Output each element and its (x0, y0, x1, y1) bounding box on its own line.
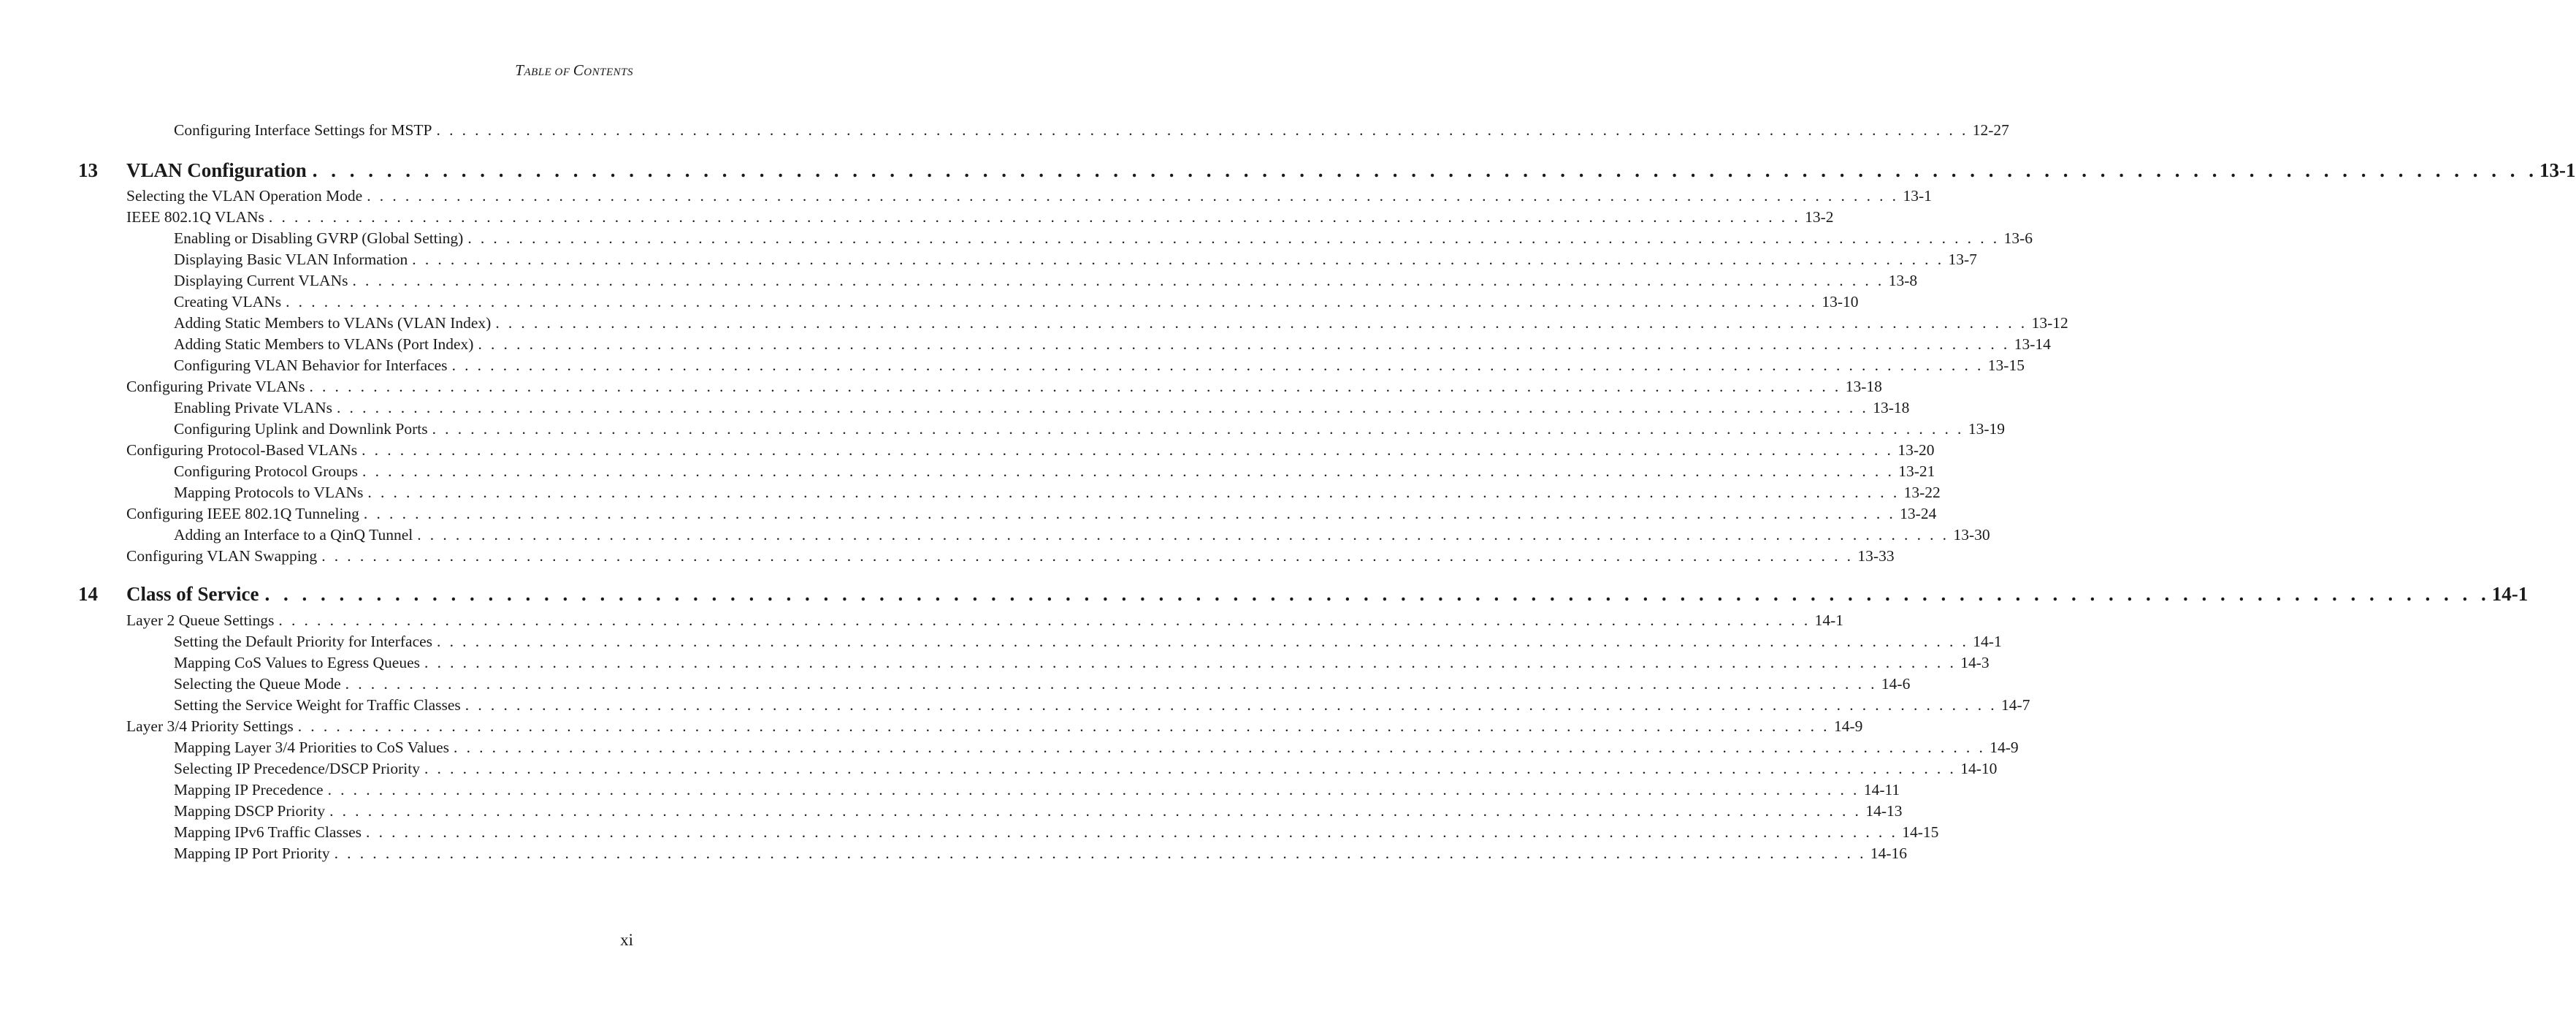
toc-section-entry[interactable] (126, 717, 1863, 738)
entry-title: Displaying Current VLANs (174, 272, 348, 289)
entry-page-number: 14-9 (1990, 739, 2019, 756)
dot-leader: . . . . . . . . . . . . . . . . . . . . . . . . . . . . . . . . . . . . . . . . . . . . . . . . . . . . . . . . . . . . . . . . . . . . . . . . . . . . . . . . . . . . . . . . . . . . . . . . . . . . . . . . . . . . . . . . . . . . . . . . (436, 121, 1968, 139)
toc-subsection-entry[interactable] (174, 696, 2030, 717)
entry-page-number: 13-30 (1953, 526, 1990, 544)
entry-page-number: 14-1 (1973, 633, 2002, 650)
entry-title: Enabling or Disabling GVRP (Global Setting) (174, 229, 464, 247)
dot-leader: . . . . . . . . . . . . . . . . . . . . . . . . . . . . . . . . . . . . . . . . . . . . . . . . . . . . . . . . . . . . . . . . . . . . . . . . . . . . . . . . . . . . . . . . . . . . . . . . . . . . . . . . . . . . . . . . . . . . . . . . (495, 314, 2027, 332)
entry-page-number: 14-1 (2491, 583, 2529, 605)
toc-subsection-entry[interactable] (174, 484, 1941, 504)
running-head-able-of: ABLE OF (524, 66, 573, 78)
entry-title: Mapping Layer 3/4 Priorities to CoS Values (174, 739, 450, 756)
entry-title: Creating VLANs (174, 293, 282, 310)
toc-subsection-entry[interactable] (174, 420, 2005, 441)
toc-section-entry[interactable] (126, 378, 1882, 398)
entry-title: VLAN Configuration (126, 159, 307, 181)
running-head-ontents: ONTENTS (584, 66, 633, 78)
chapter-entry[interactable] (78, 159, 2576, 186)
toc-section-entry[interactable] (126, 441, 1935, 462)
dot-leader: . . . . . . . . . . . . . . . . . . . . . . . . . . . . . . . . . . . . . . . . . . . . . . . . . . . . . . . . . . . . . . . . . . . . . . . . . . . . . . . . . . . . . . . . . . . . . . . . . . . . . . . . . . . . . . . . . . . . . . . . (417, 526, 1949, 544)
entry-page-number: 13-18 (1845, 378, 1882, 395)
entry-page-number: 13-15 (1987, 357, 2025, 374)
toc-subsection-entry[interactable] (174, 121, 2009, 142)
entry-page-number: 13-8 (1888, 272, 1918, 289)
entry-title: Selecting the VLAN Operation Mode (126, 187, 363, 205)
entry-page-number: 14-16 (1870, 845, 1908, 862)
toc-subsection-entry[interactable] (174, 357, 2025, 377)
toc-subsection-entry[interactable] (174, 335, 2051, 356)
dot-leader: . . . . . . . . . . . . . . . . . . . . . . . . . . . . . . . . . . . . . . . . . . . . . . . . . . . . . . . . . . . . . . . . . . . . . . . . . . . . . . . . . . . . . . . . . . . . . . . . . . . . . . . . . . . . . . . . . . . . . . . . (309, 378, 1841, 395)
entry-title: Selecting the Queue Mode (174, 675, 341, 693)
toc-subsection-entry[interactable] (174, 633, 2002, 653)
dot-leader: . . . . . . . . . . . . . . . . . . . . . . . . . . . . . . . . . . . . . . . . . . . . . . . . . . . . . . . . . . . . . . . . . . . . . . . . . . . . . . . . . . . . . . . . . . . . . . . . . . . . . . . . . . . . . . . . . . . . . . . . (329, 802, 1862, 820)
entry-title: Mapping IP Precedence (174, 781, 324, 798)
toc-subsection-entry[interactable] (174, 760, 1998, 780)
entry-title: Class of Service (126, 583, 259, 605)
entry-title: Mapping Protocols to VLANs (174, 484, 364, 501)
chapter-entry[interactable] (78, 583, 2529, 609)
dot-leader: . . . . . . . . . . . . . . . . . . . . . . . . . . . . . . . . . . . . . . . . . . . . . . . . . . . . . . . . . . . . . . . . . . . . . . . . . . . . . . . . . . . . . . . . . . . . . . . . . . . . . . . . . . . . . . . . . . . . . . . . (264, 583, 2491, 605)
dot-leader: . . . . . . . . . . . . . . . . . . . . . . . . . . . . . . . . . . . . . . . . . . . . . . . . . . . . . . . . . . . . . . . . . . . . . . . . . . . . . . . . . . . . . . . . . . . . . . . . . . . . . . . . . . . . . . . . . . . . . . . . (352, 272, 1884, 289)
dot-leader: . . . . . . . . . . . . . . . . . . . . . . . . . . . . . . . . . . . . . . . . . . . . . . . . . . . . . . . . . . . . . . . . . . . . . . . . . . . . . . . . . . . . . . . . . . . . . . . . . . . . . . . . . . . . . . . . . . . . . . . . (268, 208, 1801, 226)
dot-leader: . . . . . . . . . . . . . . . . . . . . . . . . . . . . . . . . . . . . . . . . . . . . . . . . . . . . . . . . . . . . . . . . . . . . . . . . . . . . . . . . . . . . . . . . . . . . . . . . . . . . . . . . . . . . . . . . . . . . . . . . (424, 654, 1957, 671)
toc-section-entry[interactable] (126, 208, 1834, 229)
entry-title: Layer 3/4 Priority Settings (126, 717, 294, 735)
entry-title: Adding an Interface to a QinQ Tunnel (174, 526, 413, 544)
entry-page-number: 13-7 (1948, 251, 1977, 268)
entry-title: Configuring IEEE 802.1Q Tunneling (126, 505, 359, 522)
running-head-t: T (515, 61, 524, 79)
entry-page-number: 13-24 (1900, 505, 1937, 522)
toc-section-entry[interactable] (126, 187, 1932, 207)
entry-page-number: 13-1 (2539, 159, 2576, 181)
entry-page-number: 13-12 (2031, 314, 2068, 332)
entry-page-number: 14-13 (1865, 802, 1903, 820)
toc-subsection-entry[interactable] (174, 251, 1977, 271)
entry-page-number: 13-2 (1805, 208, 1834, 226)
toc-subsection-entry[interactable] (174, 823, 1939, 844)
chapter-number: 14 (78, 583, 98, 605)
dot-leader: . . . . . . . . . . . . . . . . . . . . . . . . . . . . . . . . . . . . . . . . . . . . . . . . . . . . . . . . . . . . . . . . . . . . . . . . . . . . . . . . . . . . . . . . . . . . . . . . . . . . . . . . . . . . . . . . . . . . . . . . (334, 845, 1866, 862)
toc-subsection-entry[interactable] (174, 272, 1918, 292)
entry-page-number: 13-33 (1857, 547, 1895, 565)
dot-leader: . . . . . . . . . . . . . . . . . . . . . . . . . . . . . . . . . . . . . . . . . . . . . . . . . . . . . . . . . . . . . . . . . . . . . . . . . . . . . . . . . . . . . . . . . . . . . . . . . . . . . . . . . . . . . . . . . . . . . . . . (367, 484, 1900, 501)
dot-leader: . . . . . . . . . . . . . . . . . . . . . . . . . . . . . . . . . . . . . . . . . . . . . . . . . . . . . . . . . . . . . . . . . . . . . . . . . . . . . . . . . . . . . . . . . . . . . . . . . . . . . . . . . . . . . . . . . . . . . . . . (432, 420, 1964, 438)
entry-title: Configuring VLAN Swapping (126, 547, 318, 565)
entry-title: Mapping DSCP Priority (174, 802, 326, 820)
dot-leader: . . . . . . . . . . . . . . . . . . . . . . . . . . . . . . . . . . . . . . . . . . . . . . . . . . . . . . . . . . . . . . . . . . . . . . . . . . . . . . . . . . . . . . . . . . . . . . . . . . . . . . . . . . . . . . . . . . . . . . . . (467, 229, 2000, 247)
entry-page-number: 13-18 (1873, 399, 1910, 416)
dot-leader: . . . . . . . . . . . . . . . . . . . . . . . . . . . . . . . . . . . . . . . . . . . . . . . . . . . . . . . . . . . . . . . . . . . . . . . . . . . . . . . . . . . . . . . . . . . . . . . . . . . . . . . . . . . . . . . . . . . . . . . . (336, 399, 1869, 416)
entry-title: Setting the Default Priority for Interfaces (174, 633, 433, 650)
entry-title: Configuring Interface Settings for MSTP (174, 121, 432, 139)
toc-subsection-entry[interactable] (174, 675, 1911, 695)
entry-title: Setting the Service Weight for Traffic Classes (174, 696, 461, 714)
toc-subsection-entry[interactable] (174, 462, 1935, 483)
running-head-c: C (573, 61, 584, 79)
entry-page-number: 14-11 (1863, 781, 1900, 798)
toc-subsection-entry[interactable] (174, 739, 2019, 759)
entry-title: Configuring Uplink and Downlink Ports (174, 420, 428, 438)
entry-page-number: 14-10 (1960, 760, 1998, 777)
toc-subsection-entry[interactable] (174, 845, 1908, 865)
page-number: xi (620, 931, 633, 949)
toc-subsection-entry[interactable] (174, 229, 2033, 250)
entry-title: Adding Static Members to VLANs (Port Index) (174, 335, 474, 353)
dot-leader: . . . . . . . . . . . . . . . . . . . . . . . . . . . . . . . . . . . . . . . . . . . . . . . . . . . . . . . . . . . . . . . . . . . . . . . . . . . . . . . . . . . . . . . . . . . . . . . . . . . . . . . . . . . . . . . . . . . . . . . . (412, 251, 1944, 268)
entry-page-number: 13-6 (2003, 229, 2033, 247)
toc-subsection-entry[interactable] (174, 314, 2068, 335)
entry-title: Layer 2 Queue Settings (126, 611, 275, 629)
entry-title: Mapping IPv6 Traffic Classes (174, 823, 362, 841)
toc-section-entry[interactable] (126, 547, 1895, 568)
dot-leader: . . . . . . . . . . . . . . . . . . . . . . . . . . . . . . . . . . . . . . . . . . . . . . . . . . . . . . . . . . . . . . . . . . . . . . . . . . . . . . . . . . . . . . . . . . . . . . . . . . . . . . . . . . . . . . . . . . . . . . . . (297, 717, 1830, 735)
entry-page-number: 14-1 (1814, 611, 1844, 629)
entry-title: Displaying Basic VLAN Information (174, 251, 408, 268)
dot-leader: . . . . . . . . . . . . . . . . . . . . . . . . . . . . . . . . . . . . . . . . . . . . . . . . . . . . . . . . . . . . . . . . . . . . . . . . . . . . . . . . . . . . . . . . . . . . . . . . . . . . . . . . . . . . . . . . . . . . . . . . (437, 633, 1969, 650)
dot-leader: . . . . . . . . . . . . . . . . . . . . . . . . . . . . . . . . . . . . . . . . . . . . . . . . . . . . . . . . . . . . . . . . . . . . . . . . . . . . . . . . . . . . . . . . . . . . . . . . . . . . . . . . . . . . . . . . . . . . . . . . (424, 760, 1957, 777)
entry-title: Configuring Protocol-Based VLANs (126, 441, 358, 459)
toc-subsection-entry[interactable] (174, 781, 1900, 801)
chapter-number: 13 (78, 159, 98, 181)
dot-leader: . . . . . . . . . . . . . . . . . . . . . . . . . . . . . . . . . . . . . . . . . . . . . . . . . . . . . . . . . . . . . . . . . . . . . . . . . . . . . . . . . . . . . . . . . . . . . . . . . . . . . . . . . . . . . . . . . . . . . . . . (321, 547, 1854, 565)
entry-title: Configuring Private VLANs (126, 378, 305, 395)
entry-title: Enabling Private VLANs (174, 399, 332, 416)
dot-leader: . . . . . . . . . . . . . . . . . . . . . . . . . . . . . . . . . . . . . . . . . . . . . . . . . . . . . . . . . . . . . . . . . . . . . . . . . . . . . . . . . . . . . . . . . . . . . . . . . . . . . . . . . . . . . . . . . . . . . . . . (363, 505, 1896, 522)
entry-page-number: 14-6 (1881, 675, 1911, 693)
entry-title: Adding Static Members to VLANs (VLAN Index) (174, 314, 492, 332)
dot-leader: . . . . . . . . . . . . . . . . . . . . . . . . . . . . . . . . . . . . . . . . . . . . . . . . . . . . . . . . . . . . . . . . . . . . . . . . . . . . . . . . . . . . . . . . . . . . . . . . . . . . . . . . . . . . . . . . . . . . . . . . (362, 441, 1894, 459)
dot-leader: . . . . . . . . . . . . . . . . . . . . . . . . . . . . . . . . . . . . . . . . . . . . . . . . . . . . . . . . . . . . . . . . . . . . . . . . . . . . . . . . . . . . . . . . . . . . . . . . . . . . . . . . . . . . . . . . . . . . . . . . (451, 357, 1984, 374)
toc-subsection-entry[interactable] (174, 802, 1903, 823)
entry-page-number: 14-3 (1960, 654, 1990, 671)
entry-page-number: 13-14 (2014, 335, 2051, 353)
toc-subsection-entry[interactable] (174, 526, 1990, 546)
toc-subsection-entry[interactable] (174, 399, 1910, 419)
entry-page-number: 13-19 (1968, 420, 2005, 438)
dot-leader: . . . . . . . . . . . . . . . . . . . . . . . . . . . . . . . . . . . . . . . . . . . . . . . . . . . . . . . . . . . . . . . . . . . . . . . . . . . . . . . . . . . . . . . . . . . . . . . . . . . . . . . . . . . . . . . . . . . . . . . . (312, 159, 2539, 181)
entry-title: Configuring VLAN Behavior for Interfaces (174, 357, 448, 374)
toc-section-entry[interactable] (126, 505, 1937, 525)
entry-page-number: 13-1 (1903, 187, 1932, 205)
dot-leader: . . . . . . . . . . . . . . . . . . . . . . . . . . . . . . . . . . . . . . . . . . . . . . . . . . . . . . . . . . . . . . . . . . . . . . . . . . . . . . . . . . . . . . . . . . . . . . . . . . . . . . . . . . . . . . . . . . . . . . . . (327, 781, 1860, 798)
dot-leader: . . . . . . . . . . . . . . . . . . . . . . . . . . . . . . . . . . . . . . . . . . . . . . . . . . . . . . . . . . . . . . . . . . . . . . . . . . . . . . . . . . . . . . . . . . . . . . . . . . . . . . . . . . . . . . . . . . . . . . . . (278, 611, 1811, 629)
dot-leader: . . . . . . . . . . . . . . . . . . . . . . . . . . . . . . . . . . . . . . . . . . . . . . . . . . . . . . . . . . . . . . . . . . . . . . . . . . . . . . . . . . . . . . . . . . . . . . . . . . . . . . . . . . . . . . . . . . . . . . . . (345, 675, 1877, 693)
entry-title: Configuring Protocol Groups (174, 462, 359, 480)
dot-leader: . . . . . . . . . . . . . . . . . . . . . . . . . . . . . . . . . . . . . . . . . . . . . . . . . . . . . . . . . . . . . . . . . . . . . . . . . . . . . . . . . . . . . . . . . . . . . . . . . . . . . . . . . . . . . . . . . . . . . . . . (366, 823, 1898, 841)
entry-page-number: 14-15 (1902, 823, 1939, 841)
entry-page-number: 13-22 (1903, 484, 1941, 501)
dot-leader: . . . . . . . . . . . . . . . . . . . . . . . . . . . . . . . . . . . . . . . . . . . . . . . . . . . . . . . . . . . . . . . . . . . . . . . . . . . . . . . . . . . . . . . . . . . . . . . . . . . . . . . . . . . . . . . . . . . . . . . . (478, 335, 2010, 353)
toc-subsection-entry[interactable] (174, 293, 1859, 313)
dot-leader: . . . . . . . . . . . . . . . . . . . . . . . . . . . . . . . . . . . . . . . . . . . . . . . . . . . . . . . . . . . . . . . . . . . . . . . . . . . . . . . . . . . . . . . . . . . . . . . . . . . . . . . . . . . . . . . . . . . . . . . . (465, 696, 1998, 714)
entry-title: Mapping CoS Values to Egress Queues (174, 654, 421, 671)
entry-page-number: 14-9 (1833, 717, 1863, 735)
entry-page-number: 13-20 (1897, 441, 1935, 459)
toc-section-entry[interactable] (126, 611, 1844, 632)
entry-page-number: 14-7 (2001, 696, 2030, 714)
entry-title: Mapping IP Port Priority (174, 845, 330, 862)
entry-title: Selecting IP Precedence/DSCP Priority (174, 760, 420, 777)
dot-leader: . . . . . . . . . . . . . . . . . . . . . . . . . . . . . . . . . . . . . . . . . . . . . . . . . . . . . . . . . . . . . . . . . . . . . . . . . . . . . . . . . . . . . . . . . . . . . . . . . . . . . . . . . . . . . . . . . . . . . . . . (286, 293, 1818, 310)
dot-leader: . . . . . . . . . . . . . . . . . . . . . . . . . . . . . . . . . . . . . . . . . . . . . . . . . . . . . . . . . . . . . . . . . . . . . . . . . . . . . . . . . . . . . . . . . . . . . . . . . . . . . . . . . . . . . . . . . . . . . . . . (454, 739, 1986, 756)
running-head (515, 61, 633, 80)
entry-page-number: 12-27 (1972, 121, 2009, 139)
entry-page-number: 13-21 (1898, 462, 1935, 480)
entry-page-number: 13-10 (1822, 293, 1859, 310)
dot-leader: . . . . . . . . . . . . . . . . . . . . . . . . . . . . . . . . . . . . . . . . . . . . . . . . . . . . . . . . . . . . . . . . . . . . . . . . . . . . . . . . . . . . . . . . . . . . . . . . . . . . . . . . . . . . . . . . . . . . . . . . (362, 462, 1895, 480)
dot-leader: . . . . . . . . . . . . . . . . . . . . . . . . . . . . . . . . . . . . . . . . . . . . . . . . . . . . . . . . . . . . . . . . . . . . . . . . . . . . . . . . . . . . . . . . . . . . . . . . . . . . . . . . . . . . . . . . . . . . . . . . (367, 187, 1899, 205)
toc-subsection-entry[interactable] (174, 654, 1990, 674)
entry-title: IEEE 802.1Q VLANs (126, 208, 264, 226)
